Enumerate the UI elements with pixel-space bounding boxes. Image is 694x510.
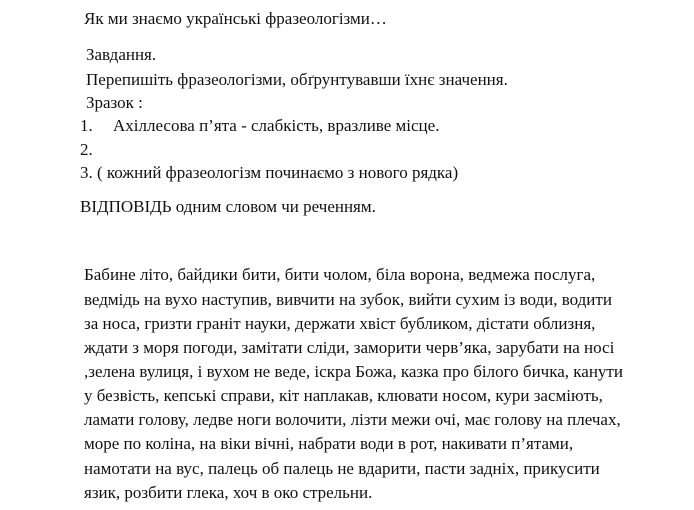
list-item-number: 1. <box>80 116 93 135</box>
list-item-number: 3. <box>80 163 93 182</box>
phrase-line: за носа, гризти граніт науки, держати хвіст бубликом, дістати облизня, <box>84 314 596 333</box>
phrase-line: море по коліна, на віки вічні, набрати води в рот, накивати п’ятами, <box>84 434 574 453</box>
phrase-line: ждати з моря погоди, замітати сліди, заморити черв’яка, зарубати на носі <box>84 338 615 357</box>
answer-instruction: ВІДПОВІДЬ одним словом чи реченням. <box>80 197 376 216</box>
list-item <box>80 163 458 183</box>
phrase-line: ламати голову, ледве ноги волочити, лізти межи очі, має голову на плечах, <box>84 410 621 429</box>
list-item <box>80 140 93 160</box>
phrase-line: Бабине літо, байдики бити, бити чолом, біла ворона, ведмежа послуга, <box>84 265 596 284</box>
phrase-line: намотати на вус, палець об палець не вдарити, пасти задніх, прикусити <box>84 459 600 478</box>
sample-label: Зразок : <box>86 93 143 112</box>
phrase-line: язик, розбити глека, хоч в око стрельни. <box>84 483 373 502</box>
task-description: Перепишіть фразеологізми, обґрунтувавши їхнє значення. <box>86 70 508 89</box>
list-item-text: ( кожний фразеологізм починаємо з нового рядка) <box>97 163 459 182</box>
list-item <box>80 116 439 136</box>
task-heading: Завдання. <box>86 45 157 64</box>
list-item-number: 2. <box>80 140 93 159</box>
phrase-line: ,зелена вулиця, і вухом не веде, іскра Божа, казка про білого бичка, канути <box>84 362 623 381</box>
phrase-line: ведмідь на вухо наступив, вивчити на зубок, вийти сухим із води, водити <box>84 290 612 309</box>
phrase-line: у безвість, кепські справи, кіт наплакав, клювати носом, кури засміють, <box>84 386 603 405</box>
list-item-text: Ахіллесова п’ята - слабкість, вразливе місце. <box>113 116 440 135</box>
document-title: Як ми знаємо українські фразеологізми… <box>84 9 387 28</box>
